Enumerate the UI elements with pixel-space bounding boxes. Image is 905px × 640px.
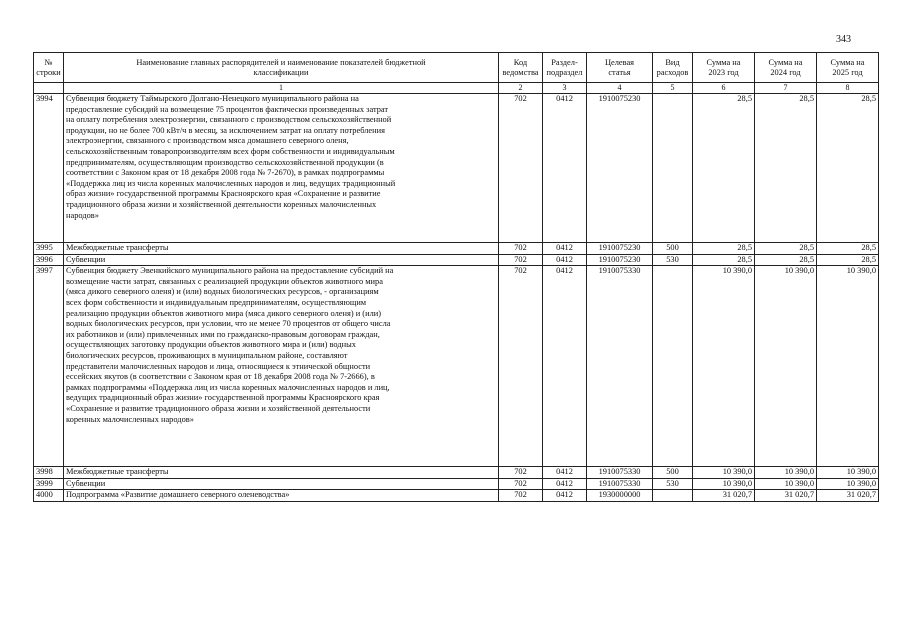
row-name: Субвенция бюджету Таймырского Долгано-Ненецкого муниципального района на предоставление субсидий на возмещение 75 процентов фактически произведенных затрат на оплату потребления электроэнергии, связанного с производством сельскохозяйственной продукции, но не более 700 кВт/ч в месяц, за исключением затрат на оплату потребления электроэнергии, связанного с производством мяса домашнего северного оленя, сельскохозяйственным товаропроизводителям всех форм собственности и индивидуальным предпринимателям, осуществляющим производство сельскохозяйственной продукции (в соответствии с Законом края от 18 декабря 2008 года № 7-2670), в рамках подпрограммы «Поддержка лиц из числа коренных малочисленных народов и лиц, ведущих традиционный образ жизни» государственной программы Красноярского края «Сохранение и развитие традиционного образа жизни и хозяйственной деятельности коренных малочисленных народов» <box>64 94 499 243</box>
row-sum-2024: 10 390,0 <box>755 266 817 467</box>
col-number: 6 <box>693 83 755 94</box>
row-number: 3999 <box>34 478 64 490</box>
row-vr: 500 <box>653 467 693 479</box>
row-csr: 1910075230 <box>587 254 653 266</box>
budget-table <box>33 52 879 502</box>
row-csr: 1910075230 <box>587 243 653 255</box>
row-razdel: 0412 <box>543 467 587 479</box>
row-razdel: 0412 <box>543 94 587 243</box>
row-sum-2024: 10 390,0 <box>755 467 817 479</box>
row-sum-2025: 28,5 <box>817 94 879 243</box>
row-csr: 1910075330 <box>587 478 653 490</box>
table-row <box>34 478 879 490</box>
row-csr: 1910075230 <box>587 94 653 243</box>
row-number: 3994 <box>34 94 64 243</box>
row-sum-2023: 28,5 <box>693 94 755 243</box>
row-vr <box>653 266 693 467</box>
row-sum-2023: 31 020,7 <box>693 490 755 502</box>
col-header-name: Наименование главных распорядителей и наименование показателей бюджетной классификации <box>64 53 499 83</box>
row-ved: 702 <box>499 243 543 255</box>
row-sum-2024: 28,5 <box>755 243 817 255</box>
row-name: Подпрограмма «Развитие домашнего северного оленеводства» <box>64 490 499 502</box>
row-name: Субвенции <box>64 254 499 266</box>
row-sum-2024: 28,5 <box>755 94 817 243</box>
col-header-2024: Сумма на 2024 год <box>755 53 817 83</box>
row-vr: 530 <box>653 254 693 266</box>
col-number: 4 <box>587 83 653 94</box>
col-number: 2 <box>499 83 543 94</box>
row-ved: 702 <box>499 490 543 502</box>
row-sum-2025: 28,5 <box>817 254 879 266</box>
col-number: 7 <box>755 83 817 94</box>
table-row <box>34 94 879 243</box>
col-number: 1 <box>64 83 499 94</box>
row-name: Субвенции <box>64 478 499 490</box>
row-sum-2024: 31 020,7 <box>755 490 817 502</box>
row-vr <box>653 490 693 502</box>
col-number: 5 <box>653 83 693 94</box>
row-sum-2023: 10 390,0 <box>693 478 755 490</box>
row-sum-2023: 28,5 <box>693 254 755 266</box>
row-name: Субвенция бюджету Эвенкийского муниципального района на предоставление субсидий на возмещение части затрат, связанных с реализацией продукции объектов животного мира (мяса дикого северного оленя) и (или) водных биологических ресурсов, - организациям всех форм собственности и индивидуальным предпринимателям, осуществляющим реализацию продукции объектов животного мира (мяса дикого северного оленя) и (или) водных биологических ресурсов, при условии, что не менее 70 процентов от общего числа их работников и (или) привлеченных ими по гражданско-правовым договорам граждан, осуществляющих заготовку продукции объектов животного мира и (или) водных биологических ресурсов, проживающих в муниципальном районе, составляют представители малочисленных народов и лица, относящиеся к этнической общности ессейских якутов (в соответствии с Законом края от 18 декабря 2008 года № 7-2666), в рамках подпрограммы «Поддержка лиц из числа коренных малочисленных народов и лиц, ведущих традиционный образ жизни» государственной программы Красноярского края «Сохранение и развитие традиционного образа жизни и хозяйственной деятельности коренных малочисленных народов» <box>64 266 499 467</box>
row-razdel: 0412 <box>543 490 587 502</box>
row-razdel: 0412 <box>543 254 587 266</box>
row-ved: 702 <box>499 467 543 479</box>
col-header-row-number: № строки <box>34 53 64 83</box>
row-name: Межбюджетные трансферты <box>64 243 499 255</box>
row-number: 3995 <box>34 243 64 255</box>
table-row <box>34 243 879 255</box>
row-ved: 702 <box>499 254 543 266</box>
row-ved: 702 <box>499 478 543 490</box>
row-number: 4000 <box>34 490 64 502</box>
row-sum-2025: 10 390,0 <box>817 266 879 467</box>
row-vr: 530 <box>653 478 693 490</box>
row-sum-2023: 28,5 <box>693 243 755 255</box>
row-sum-2025: 10 390,0 <box>817 478 879 490</box>
col-header-razdel: Раздел- подраздел <box>543 53 587 83</box>
row-number: 3997 <box>34 266 64 467</box>
row-sum-2024: 10 390,0 <box>755 478 817 490</box>
table-row <box>34 254 879 266</box>
row-sum-2025: 28,5 <box>817 243 879 255</box>
row-number: 3996 <box>34 254 64 266</box>
row-vr <box>653 94 693 243</box>
row-ved: 702 <box>499 266 543 467</box>
row-razdel: 0412 <box>543 243 587 255</box>
col-number <box>34 83 64 94</box>
row-razdel: 0412 <box>543 266 587 467</box>
row-vr: 500 <box>653 243 693 255</box>
col-header-2023: Сумма на 2023 год <box>693 53 755 83</box>
row-sum-2025: 31 020,7 <box>817 490 879 502</box>
row-sum-2023: 10 390,0 <box>693 467 755 479</box>
table-row <box>34 490 879 502</box>
row-csr: 1910075330 <box>587 467 653 479</box>
table-header-row <box>34 53 879 83</box>
table-row <box>34 467 879 479</box>
col-header-2025: Сумма на 2025 год <box>817 53 879 83</box>
col-header-csr: Целевая статья <box>587 53 653 83</box>
col-number: 8 <box>817 83 879 94</box>
row-sum-2023: 10 390,0 <box>693 266 755 467</box>
col-header-vr: Вид расходов <box>653 53 693 83</box>
page-number: 343 <box>836 34 851 45</box>
row-name: Межбюджетные трансферты <box>64 467 499 479</box>
row-ved: 702 <box>499 94 543 243</box>
column-number-row <box>34 83 879 94</box>
row-number: 3998 <box>34 467 64 479</box>
col-header-ved: Код ведомства <box>499 53 543 83</box>
row-sum-2025: 10 390,0 <box>817 467 879 479</box>
row-razdel: 0412 <box>543 478 587 490</box>
row-csr: 1910075330 <box>587 266 653 467</box>
table-row <box>34 266 879 467</box>
row-csr: 1930000000 <box>587 490 653 502</box>
col-number: 3 <box>543 83 587 94</box>
row-sum-2024: 28,5 <box>755 254 817 266</box>
